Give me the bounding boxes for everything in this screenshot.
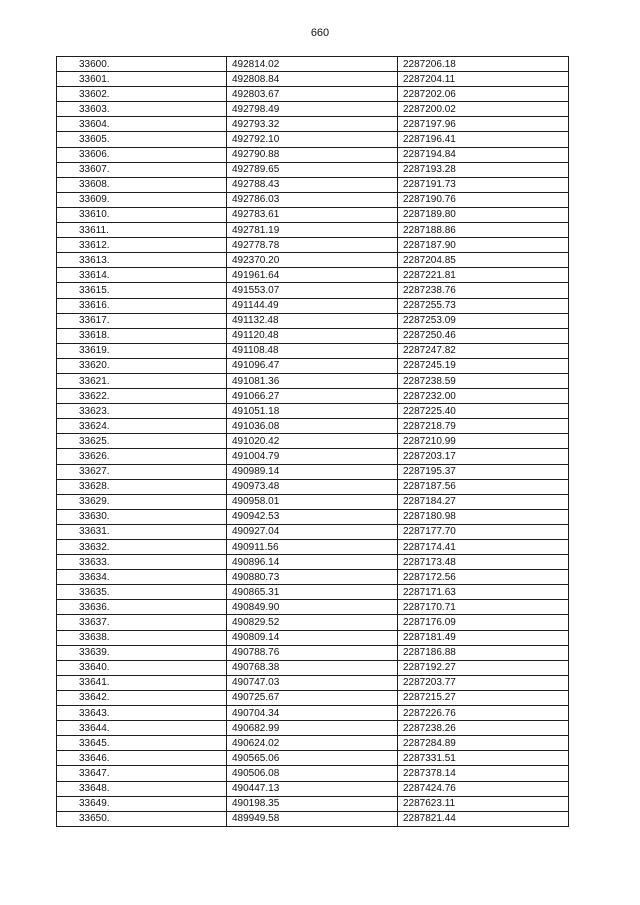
table-row (57, 555, 569, 570)
y-coordinate-cell: 2287173.48 (398, 555, 569, 570)
x-coordinate-cell: 492814.02 (227, 57, 398, 72)
table-row (57, 57, 569, 72)
point-number-cell: 33608. (57, 177, 227, 192)
y-coordinate-cell: 2287255.73 (398, 298, 569, 313)
x-coordinate-cell: 491553.07 (227, 283, 398, 298)
x-coordinate-cell: 491132.48 (227, 313, 398, 328)
x-coordinate-cell: 492808.84 (227, 72, 398, 87)
point-number-cell: 33640. (57, 660, 227, 675)
y-coordinate-cell: 2287171.63 (398, 585, 569, 600)
x-coordinate-cell: 491144.49 (227, 298, 398, 313)
y-coordinate-cell: 2287187.56 (398, 479, 569, 494)
y-coordinate-cell: 2287215.27 (398, 690, 569, 705)
x-coordinate-cell: 492370.20 (227, 253, 398, 268)
x-coordinate-cell: 492781.19 (227, 223, 398, 238)
y-coordinate-cell: 2287821.44 (398, 811, 569, 826)
x-coordinate-cell: 490880.73 (227, 570, 398, 585)
point-number-cell: 33628. (57, 479, 227, 494)
point-number-cell: 33632. (57, 540, 227, 555)
y-coordinate-cell: 2287284.89 (398, 736, 569, 751)
y-coordinate-cell: 2287238.26 (398, 721, 569, 736)
point-number-cell: 33634. (57, 570, 227, 585)
page-number: 660 (310, 27, 330, 39)
point-number-cell: 33610. (57, 207, 227, 222)
x-coordinate-cell: 490747.03 (227, 675, 398, 690)
table-row (57, 389, 569, 404)
y-coordinate-cell: 2287226.76 (398, 706, 569, 721)
x-coordinate-cell: 490942.53 (227, 509, 398, 524)
point-number-cell: 33609. (57, 192, 227, 207)
table-row (57, 751, 569, 766)
point-number-cell: 33617. (57, 313, 227, 328)
y-coordinate-cell: 2287180.98 (398, 509, 569, 524)
point-number-cell: 33601. (57, 72, 227, 87)
point-number-cell: 33635. (57, 585, 227, 600)
x-coordinate-cell: 491108.48 (227, 343, 398, 358)
y-coordinate-cell: 2287623.11 (398, 796, 569, 811)
table-row (57, 645, 569, 660)
x-coordinate-cell: 490565.06 (227, 751, 398, 766)
table-row (57, 600, 569, 615)
point-number-cell: 33639. (57, 645, 227, 660)
y-coordinate-cell: 2287238.59 (398, 373, 569, 388)
y-coordinate-cell: 2287170.71 (398, 600, 569, 615)
x-coordinate-cell: 492792.10 (227, 132, 398, 147)
table-row (57, 207, 569, 222)
y-coordinate-cell: 2287232.00 (398, 389, 569, 404)
y-coordinate-cell: 2287210.99 (398, 434, 569, 449)
table-row (57, 811, 569, 826)
table-row (57, 419, 569, 434)
x-coordinate-cell: 490809.14 (227, 630, 398, 645)
point-number-cell: 33611. (57, 223, 227, 238)
table-row (57, 766, 569, 781)
y-coordinate-cell: 2287204.85 (398, 253, 569, 268)
point-number-cell: 33629. (57, 494, 227, 509)
y-coordinate-cell: 2287238.76 (398, 283, 569, 298)
point-number-cell: 33604. (57, 117, 227, 132)
table-row (57, 192, 569, 207)
y-coordinate-cell: 2287196.41 (398, 132, 569, 147)
y-coordinate-cell: 2287218.79 (398, 419, 569, 434)
x-coordinate-cell: 490973.48 (227, 479, 398, 494)
point-number-cell: 33630. (57, 509, 227, 524)
x-coordinate-cell: 492793.32 (227, 117, 398, 132)
table-row (57, 343, 569, 358)
table-row (57, 494, 569, 509)
point-number-cell: 33612. (57, 238, 227, 253)
table-row (57, 313, 569, 328)
x-coordinate-cell: 492778.78 (227, 238, 398, 253)
table-row (57, 147, 569, 162)
point-number-cell: 33620. (57, 358, 227, 373)
table-row (57, 630, 569, 645)
y-coordinate-cell: 2287184.27 (398, 494, 569, 509)
y-coordinate-cell: 2287245.19 (398, 358, 569, 373)
x-coordinate-cell: 490788.76 (227, 645, 398, 660)
point-number-cell: 33614. (57, 268, 227, 283)
coordinates-table (56, 56, 569, 827)
y-coordinate-cell: 2287225.40 (398, 404, 569, 419)
y-coordinate-cell: 2287203.77 (398, 675, 569, 690)
table-row (57, 675, 569, 690)
point-number-cell: 33650. (57, 811, 227, 826)
x-coordinate-cell: 490506.08 (227, 766, 398, 781)
y-coordinate-cell: 2287187.90 (398, 238, 569, 253)
table-row (57, 358, 569, 373)
point-number-cell: 33618. (57, 328, 227, 343)
y-coordinate-cell: 2287191.73 (398, 177, 569, 192)
point-number-cell: 33615. (57, 283, 227, 298)
x-coordinate-cell: 490682.99 (227, 721, 398, 736)
y-coordinate-cell: 2287331.51 (398, 751, 569, 766)
table-row (57, 72, 569, 87)
x-coordinate-cell: 490624.02 (227, 736, 398, 751)
table-row (57, 524, 569, 539)
coordinates-table-body (57, 57, 569, 827)
point-number-cell: 33636. (57, 600, 227, 615)
table-row (57, 570, 569, 585)
x-coordinate-cell: 490829.52 (227, 615, 398, 630)
table-row (57, 615, 569, 630)
y-coordinate-cell: 2287250.46 (398, 328, 569, 343)
y-coordinate-cell: 2287253.09 (398, 313, 569, 328)
table-row (57, 736, 569, 751)
x-coordinate-cell: 491066.27 (227, 389, 398, 404)
point-number-cell: 33641. (57, 675, 227, 690)
x-coordinate-cell: 491051.18 (227, 404, 398, 419)
point-number-cell: 33649. (57, 796, 227, 811)
x-coordinate-cell: 490989.14 (227, 464, 398, 479)
y-coordinate-cell: 2287247.82 (398, 343, 569, 358)
table-row (57, 373, 569, 388)
point-number-cell: 33648. (57, 781, 227, 796)
point-number-cell: 33606. (57, 147, 227, 162)
point-number-cell: 33644. (57, 721, 227, 736)
table-row (57, 132, 569, 147)
x-coordinate-cell: 492798.49 (227, 102, 398, 117)
x-coordinate-cell: 491120.48 (227, 328, 398, 343)
table-row (57, 162, 569, 177)
y-coordinate-cell: 2287186.88 (398, 645, 569, 660)
y-coordinate-cell: 2287190.76 (398, 192, 569, 207)
y-coordinate-cell: 2287200.02 (398, 102, 569, 117)
y-coordinate-cell: 2287221.81 (398, 268, 569, 283)
y-coordinate-cell: 2287424.76 (398, 781, 569, 796)
x-coordinate-cell: 490896.14 (227, 555, 398, 570)
point-number-cell: 33646. (57, 751, 227, 766)
x-coordinate-cell: 490911.56 (227, 540, 398, 555)
point-number-cell: 33633. (57, 555, 227, 570)
x-coordinate-cell: 490725.67 (227, 690, 398, 705)
table-row (57, 585, 569, 600)
table-row (57, 283, 569, 298)
table-row (57, 721, 569, 736)
table-row (57, 796, 569, 811)
point-number-cell: 33624. (57, 419, 227, 434)
table-row (57, 117, 569, 132)
table-row (57, 479, 569, 494)
x-coordinate-cell: 490768.38 (227, 660, 398, 675)
y-coordinate-cell: 2287174.41 (398, 540, 569, 555)
x-coordinate-cell: 491096.47 (227, 358, 398, 373)
table-row (57, 253, 569, 268)
point-number-cell: 33647. (57, 766, 227, 781)
table-row (57, 706, 569, 721)
x-coordinate-cell: 491036.08 (227, 419, 398, 434)
point-number-cell: 33627. (57, 464, 227, 479)
x-coordinate-cell: 490927.04 (227, 524, 398, 539)
x-coordinate-cell: 492790.88 (227, 147, 398, 162)
y-coordinate-cell: 2287172.56 (398, 570, 569, 585)
y-coordinate-cell: 2287378.14 (398, 766, 569, 781)
x-coordinate-cell: 492783.61 (227, 207, 398, 222)
x-coordinate-cell: 492786.03 (227, 192, 398, 207)
y-coordinate-cell: 2287188.86 (398, 223, 569, 238)
point-number-cell: 33645. (57, 736, 227, 751)
table-row (57, 660, 569, 675)
y-coordinate-cell: 2287177.70 (398, 524, 569, 539)
table-row (57, 540, 569, 555)
table-row (57, 328, 569, 343)
x-coordinate-cell: 491020.42 (227, 434, 398, 449)
x-coordinate-cell: 490865.31 (227, 585, 398, 600)
point-number-cell: 33622. (57, 389, 227, 404)
x-coordinate-cell: 491081.36 (227, 373, 398, 388)
y-coordinate-cell: 2287193.28 (398, 162, 569, 177)
table-row (57, 87, 569, 102)
point-number-cell: 33643. (57, 706, 227, 721)
table-row (57, 449, 569, 464)
point-number-cell: 33619. (57, 343, 227, 358)
y-coordinate-cell: 2287197.96 (398, 117, 569, 132)
y-coordinate-cell: 2287202.06 (398, 87, 569, 102)
table-row (57, 464, 569, 479)
point-number-cell: 33631. (57, 524, 227, 539)
y-coordinate-cell: 2287181.49 (398, 630, 569, 645)
x-coordinate-cell: 490198.35 (227, 796, 398, 811)
point-number-cell: 33625. (57, 434, 227, 449)
x-coordinate-cell: 492788.43 (227, 177, 398, 192)
table-row (57, 223, 569, 238)
x-coordinate-cell: 490958.01 (227, 494, 398, 509)
point-number-cell: 33613. (57, 253, 227, 268)
y-coordinate-cell: 2287206.18 (398, 57, 569, 72)
point-number-cell: 33607. (57, 162, 227, 177)
y-coordinate-cell: 2287204.11 (398, 72, 569, 87)
point-number-cell: 33626. (57, 449, 227, 464)
x-coordinate-cell: 490447.13 (227, 781, 398, 796)
x-coordinate-cell: 491004.79 (227, 449, 398, 464)
x-coordinate-cell: 490704.34 (227, 706, 398, 721)
table-row (57, 690, 569, 705)
point-number-cell: 33637. (57, 615, 227, 630)
x-coordinate-cell: 490849.90 (227, 600, 398, 615)
table-row (57, 268, 569, 283)
table-row (57, 177, 569, 192)
point-number-cell: 33623. (57, 404, 227, 419)
point-number-cell: 33600. (57, 57, 227, 72)
x-coordinate-cell: 489949.58 (227, 811, 398, 826)
point-number-cell: 33602. (57, 87, 227, 102)
y-coordinate-cell: 2287203.17 (398, 449, 569, 464)
y-coordinate-cell: 2287194.84 (398, 147, 569, 162)
x-coordinate-cell: 492789.65 (227, 162, 398, 177)
y-coordinate-cell: 2287176.09 (398, 615, 569, 630)
y-coordinate-cell: 2287195.37 (398, 464, 569, 479)
table-row (57, 509, 569, 524)
y-coordinate-cell: 2287192.27 (398, 660, 569, 675)
x-coordinate-cell: 492803.67 (227, 87, 398, 102)
y-coordinate-cell: 2287189.80 (398, 207, 569, 222)
table-row (57, 102, 569, 117)
table-row (57, 404, 569, 419)
x-coordinate-cell: 491961.64 (227, 268, 398, 283)
point-number-cell: 33605. (57, 132, 227, 147)
point-number-cell: 33603. (57, 102, 227, 117)
table-row (57, 238, 569, 253)
point-number-cell: 33616. (57, 298, 227, 313)
point-number-cell: 33638. (57, 630, 227, 645)
table-row (57, 781, 569, 796)
table-row (57, 298, 569, 313)
table-row (57, 434, 569, 449)
point-number-cell: 33621. (57, 373, 227, 388)
point-number-cell: 33642. (57, 690, 227, 705)
